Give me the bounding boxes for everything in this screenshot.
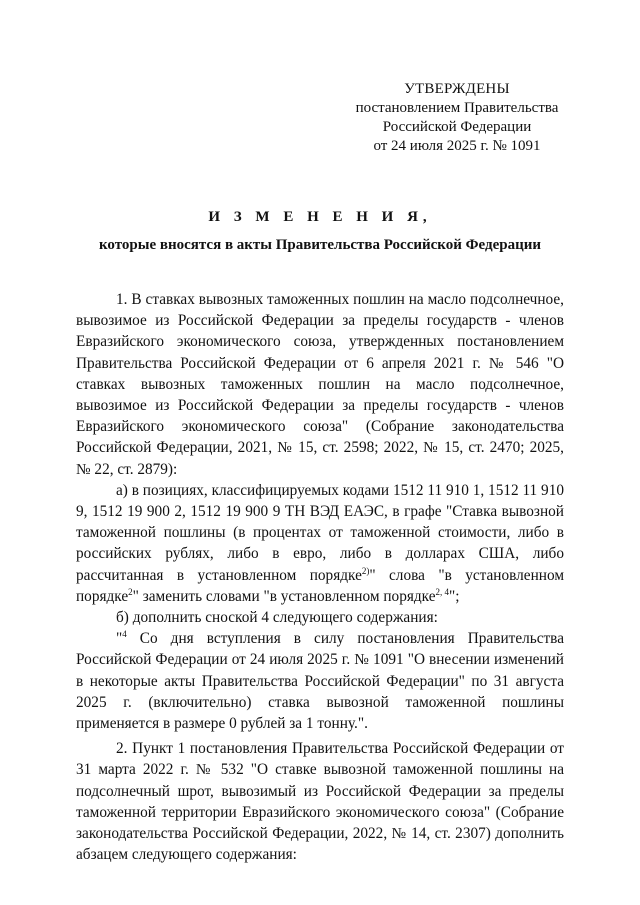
document-subtitle: которые вносятся в акты Правительства Российской Федерации <box>98 237 542 253</box>
approval-line: от 24 июля 2025 г. № 1091 <box>373 138 541 154</box>
footnote-ref: 2, 4 <box>435 586 450 597</box>
document-title: И З М Е Н Е Н И Я, <box>208 209 432 225</box>
paragraph-footnote-4 <box>76 628 564 734</box>
footnote-ref: 2) <box>361 565 370 576</box>
paragraph-subitem-b: б) дополнить сноской 4 следующего содержания: <box>116 609 438 627</box>
text-run: Со дня вступления в силу постановления Правительства Российской Федерации от 24 июля 2025 г. № 1091 "О внесении изменений в некоторые акты Правительства Российской Федерации" по 31 августа 2025 г. (включительно) ставка вывозной таможенной пошлины применяется в размере 0 рублей за 1 тонну.". <box>76 630 564 733</box>
text-run: " <box>116 630 123 648</box>
text-run: " заменить словами "в установленном порядке <box>132 587 436 605</box>
approval-line: Российской Федерации <box>382 119 532 135</box>
approval-stamp <box>352 80 562 156</box>
footnote-ref: 4 <box>122 629 127 640</box>
approval-heading: УТВЕРЖДЕНЫ <box>404 81 510 97</box>
document-body <box>76 289 564 865</box>
paragraph-subitem-a <box>76 480 564 607</box>
paragraph-item-1: 1. В ставках вывозных таможенных пошлин на масло подсолнечное, вывозимое из Российской Федерации за пределы государств - членов Евразийского экономического союза, утвержденных постановлением Правительства Российской Федерации от 6 апреля 2021 г. № 546 "О ставках вывозных таможенных пошлин на масло подсолнечное, вывозимое из Российской Федерации за пределы государств - членов Евразийского экономического союза" (Собрание законодательства Российской Федерации, 2021, № 15, ст. 2598; 2022, № 15, ст. 2470; 2025, № 22, ст. 2879): <box>76 291 564 478</box>
text-run: а) в позициях, классифицируемых кодами 1512 11 910 1, 1512 11 910 9, 1512 19 900 2, 1512 19 900 9 ТН ВЭД ЕАЭС, в графе "Ставка вывозной таможенной пошлины (в процентах от таможенной стоимости, либо в российских рублях, либо в евро, либо в долларах США, либо рассчитанная в установленном порядке <box>76 481 564 584</box>
text-run: "; <box>449 587 460 605</box>
footnote-ref: 2 <box>128 586 133 597</box>
paragraph-item-2: 2. Пункт 1 постановления Правительства Российской Федерации от 31 марта 2022 г. № 532 "О ставке вывозной таможенной пошлины на подсолнечный шрот, вывозимый из Российской Федерации за пределы таможенной территории Евразийского экономического союза" (Собрание законодательства Российской Федерации, 2022, № 14, ст. 2307) дополнить абзацем следующего содержания: <box>76 740 564 864</box>
text-run: " слова "в установленном порядке <box>76 566 564 605</box>
approval-line: постановлением Правительства <box>355 100 559 116</box>
